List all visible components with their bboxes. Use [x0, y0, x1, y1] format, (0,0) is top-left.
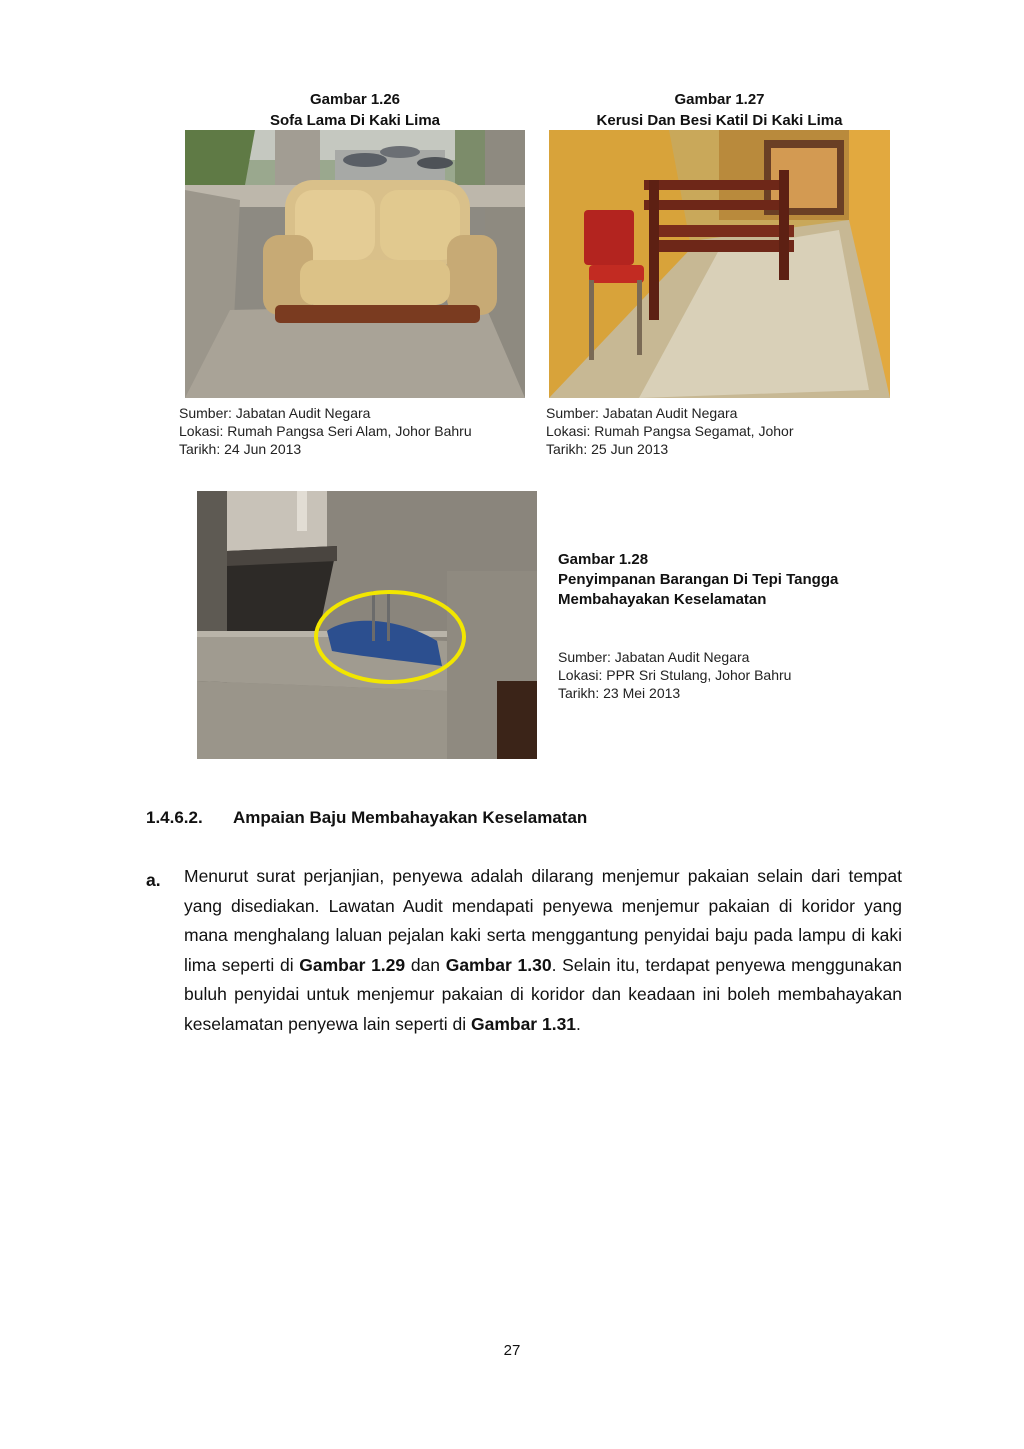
section-number: 1.4.6.2.	[146, 808, 203, 827]
figure-title: Kerusi Dan Besi Katil Di Kaki Lima	[596, 112, 843, 129]
figure-1-26-source	[179, 404, 529, 458]
figure-1-27-caption	[549, 89, 890, 131]
figure-1-28-source	[558, 648, 898, 702]
figure-number: Gambar 1.27	[674, 91, 765, 108]
section-title: Ampaian Baju Membahayakan Keselamatan	[233, 808, 588, 827]
photo-sofa	[185, 130, 525, 398]
source-text: Sumber: Jabatan Audit Negara	[179, 405, 371, 421]
figure-reference: Gambar 1.31	[470, 1013, 577, 1034]
body-paragraph	[184, 862, 902, 1039]
location-text: Lokasi: Rumah Pangsa Segamat, Johor	[546, 423, 794, 439]
paragraph-text: .	[576, 1013, 581, 1034]
figure-reference: Gambar 1.29	[299, 954, 406, 975]
figure-1-26-caption	[185, 89, 525, 131]
location-text: Lokasi: PPR Sri Stulang, Johor Bahru	[558, 667, 792, 683]
date-text: Tarikh: 24 Jun 2013	[179, 441, 302, 457]
date-text: Tarikh: 25 Jun 2013	[546, 441, 669, 457]
figure-title-continued: Membahayakan Keselamatan	[558, 591, 767, 608]
figure-1-27-source	[546, 404, 886, 458]
figure-number: Gambar 1.28	[558, 551, 649, 568]
source-text: Sumber: Jabatan Audit Negara	[558, 649, 750, 665]
photo-stairs	[197, 491, 537, 759]
paragraph-text: dan	[405, 954, 446, 975]
source-text: Sumber: Jabatan Audit Negara	[546, 405, 738, 421]
page-number: 27	[503, 1342, 521, 1359]
location-text: Lokasi: Rumah Pangsa Seri Alam, Johor Bahru	[179, 423, 472, 439]
figure-title: Sofa Lama Di Kaki Lima	[269, 112, 441, 129]
figure-1-28-caption	[558, 550, 918, 610]
figure-number: Gambar 1.26	[309, 91, 401, 108]
date-text: Tarikh: 23 Mei 2013	[558, 685, 681, 701]
photo-chairs	[549, 130, 890, 398]
paragraph-label: a.	[146, 870, 161, 890]
figure-title: Penyimpanan Barangan Di Tepi Tangga	[558, 571, 839, 588]
paragraph-text: Menurut surat perjanjian, penyewa adalah dilarang menjemur pakaian selain dari tempat yang disediakan. Lawatan Audit mendapati penyewa menjemur pakaian di koridor yang mana menghalang laluan pejalan kaki serta menggantung penyidai baju pada lampu di kaki lima seperti di	[184, 866, 902, 975]
figure-reference: Gambar 1.30	[445, 954, 552, 975]
paragraph-text: . Selain itu, terdapat penyewa menggunakan buluh penyidai untuk menjemur pakaian di koridor dan keadaan ini boleh membahayakan keselamatan penyewa lain seperti di	[184, 954, 902, 1034]
